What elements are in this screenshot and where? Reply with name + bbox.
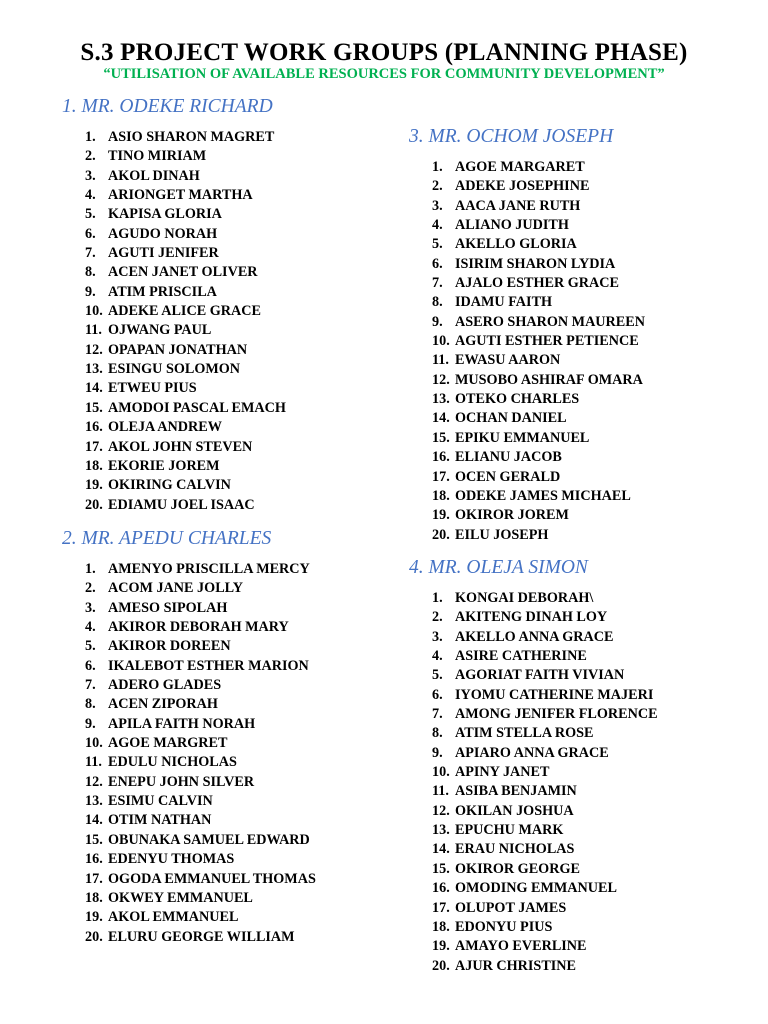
member-number: 3. [432, 628, 443, 645]
list-item [85, 850, 316, 869]
member-number: 8. [432, 294, 443, 311]
member-number: 10. [85, 303, 103, 320]
member-number: 4. [85, 187, 96, 204]
list-item [432, 879, 658, 898]
member-name: ACEN ZIPORAH [108, 696, 218, 713]
member-name: AGUDO NORAH [108, 225, 218, 242]
member-number: 18. [85, 889, 103, 906]
member-number: 11. [432, 783, 449, 800]
member-number: 3. [85, 599, 96, 616]
member-number: 12. [85, 341, 103, 358]
member-name: OCHAN DANIEL [455, 410, 567, 427]
list-item [85, 399, 286, 418]
list-item [432, 371, 645, 390]
list-item [432, 274, 645, 293]
list-item [85, 579, 316, 598]
member-name: ATIM STELLA ROSE [455, 725, 594, 742]
list-item [85, 676, 316, 695]
list-item [432, 468, 645, 487]
member-number: 13. [432, 822, 450, 839]
list-item [85, 225, 286, 244]
member-name: AKOL EMMANUEL [108, 909, 239, 926]
member-name: ATIM PRISCILA [108, 283, 217, 300]
member-number: 17. [85, 438, 103, 455]
page-title: S.3 PROJECT WORK GROUPS (PLANNING PHASE) [80, 38, 688, 66]
list-item [85, 438, 286, 457]
member-number: 14. [432, 410, 450, 427]
list-item [85, 302, 286, 321]
member-number: 16. [432, 449, 450, 466]
member-number: 1. [432, 159, 443, 175]
member-name: ALIANO JUDITH [455, 217, 569, 234]
member-name: KAPISA GLORIA [108, 206, 222, 223]
member-name: AJUR CHRISTINE [455, 957, 577, 974]
member-number: 15. [432, 429, 450, 446]
list-item [432, 860, 658, 879]
member-name: AKIROR DEBORAH MARY [108, 619, 289, 636]
list-item [432, 390, 645, 409]
member-number: 4. [85, 619, 96, 636]
member-number: 13. [432, 391, 450, 408]
list-item [85, 928, 316, 947]
member-name: APIARO ANNA GRACE [455, 744, 609, 761]
list-item [85, 773, 316, 792]
list-item [85, 205, 286, 224]
list-item [432, 293, 645, 312]
member-number: 19. [85, 909, 103, 926]
member-number: 2. [432, 178, 443, 195]
member-name: ESIMU CALVIN [108, 793, 213, 810]
member-name: ARIONGET MARTHA [108, 187, 253, 204]
group-4 [409, 557, 658, 976]
list-item [85, 418, 286, 437]
group-heading: 2. MR. APEDU CHARLES [62, 528, 272, 549]
list-item [85, 496, 286, 515]
list-item [85, 379, 286, 398]
member-number: 16. [432, 880, 450, 897]
member-name: AGOE MARGARET [455, 159, 585, 175]
member-number: 5. [85, 638, 96, 655]
member-number: 12. [432, 371, 450, 388]
list-item [85, 147, 286, 166]
list-item [85, 599, 316, 618]
member-number: 1. [85, 129, 96, 145]
list-item [85, 476, 286, 495]
list-item [432, 937, 658, 956]
member-name: AGUTI ESTHER PETIENCE [455, 333, 639, 350]
member-number: 9. [432, 744, 443, 761]
member-name: OTIM NATHAN [108, 812, 212, 829]
member-number: 11. [85, 322, 102, 339]
list-item [432, 255, 645, 274]
list-item [432, 802, 658, 821]
list-item [85, 341, 286, 360]
list-item [85, 167, 286, 186]
list-item [432, 177, 645, 196]
list-item [85, 657, 316, 676]
list-item [85, 457, 286, 476]
list-item [432, 724, 658, 743]
member-number: 2. [85, 580, 96, 597]
member-name: AMONG JENIFER FLORENCE [455, 706, 658, 723]
member-name: AMODOI PASCAL EMACH [108, 399, 286, 416]
member-name: EDONYU PIUS [455, 918, 553, 935]
member-list [85, 560, 316, 947]
list-item [85, 360, 286, 379]
list-item [432, 158, 645, 177]
list-item [85, 244, 286, 263]
member-name: OLEJA ANDREW [108, 419, 222, 436]
list-item [432, 487, 645, 506]
member-name: AGORIAT FAITH VIVIAN [455, 667, 625, 684]
list-item [432, 332, 645, 351]
member-number: 9. [85, 715, 96, 732]
list-item [85, 186, 286, 205]
list-item [432, 506, 645, 525]
member-number: 6. [85, 225, 96, 242]
group-heading: 1. MR. ODEKE RICHARD [62, 96, 273, 117]
list-item [432, 197, 645, 216]
member-name: IKALEBOT ESTHER MARION [108, 657, 309, 674]
member-number: 2. [85, 148, 96, 165]
member-number: 16. [85, 419, 103, 436]
member-number: 6. [432, 686, 443, 703]
list-item [85, 263, 286, 282]
member-name: ELIANU JACOB [455, 449, 562, 466]
list-item [432, 589, 658, 608]
list-item [432, 744, 658, 763]
member-name: OCEN GERALD [455, 468, 561, 485]
list-item [85, 321, 286, 340]
list-item [432, 647, 658, 666]
list-item [85, 811, 316, 830]
member-name: EWASU AARON [455, 352, 561, 369]
member-list [432, 589, 658, 976]
group-1 [62, 96, 286, 515]
member-name: OKIROR JOREM [455, 507, 569, 524]
member-number: 4. [432, 217, 443, 234]
member-name: ERAU NICHOLAS [455, 841, 575, 858]
member-name: OKIRING CALVIN [108, 477, 231, 494]
list-item [85, 637, 316, 656]
member-number: 20. [85, 928, 103, 945]
member-number: 11. [432, 352, 449, 369]
member-name: EILU JOSEPH [455, 526, 549, 543]
member-name: ETWEU PIUS [108, 380, 197, 397]
member-number: 1. [85, 561, 96, 577]
list-item [432, 686, 658, 705]
member-number: 10. [432, 764, 450, 781]
member-name: ADERO GLADES [108, 677, 222, 694]
member-name: EDULU NICHOLAS [108, 754, 237, 771]
list-item [432, 526, 645, 545]
list-item [85, 618, 316, 637]
member-number: 11. [85, 754, 102, 771]
member-number: 16. [85, 851, 103, 868]
member-name: OPAPAN JONATHAN [108, 341, 248, 358]
list-item [432, 313, 645, 332]
member-number: 19. [432, 507, 450, 524]
list-item [85, 792, 316, 811]
member-name: EPIKU EMMANUEL [455, 429, 590, 446]
member-name: ACEN JANET OLIVER [108, 264, 258, 281]
member-number: 13. [85, 361, 103, 378]
member-number: 2. [432, 609, 443, 626]
member-number: 10. [85, 735, 103, 752]
member-number: 6. [85, 657, 96, 674]
member-number: 15. [85, 831, 103, 848]
member-number: 12. [432, 802, 450, 819]
member-number: 5. [432, 667, 443, 684]
list-item [432, 957, 658, 976]
member-number: 7. [85, 245, 96, 262]
member-name: AKOL DINAH [108, 167, 200, 184]
member-number: 9. [432, 313, 443, 330]
member-number: 4. [432, 648, 443, 665]
list-item [432, 216, 645, 235]
member-name: KONGAI DEBORAH\ [455, 590, 594, 606]
member-number: 20. [432, 957, 450, 974]
member-name: AKOL JOHN STEVEN [108, 438, 253, 455]
member-name: OKWEY EMMANUEL [108, 889, 253, 906]
member-number: 17. [432, 899, 450, 916]
list-item [85, 283, 286, 302]
member-name: AGOE MARGRET [108, 735, 228, 752]
member-number: 20. [432, 526, 450, 543]
list-item [432, 840, 658, 859]
member-name: MUSOBO ASHIRAF OMARA [455, 371, 643, 388]
member-number: 17. [85, 870, 103, 887]
member-number: 14. [85, 380, 103, 397]
member-name: AGUTI JENIFER [108, 245, 219, 262]
list-item [432, 899, 658, 918]
group-heading: 4. MR. OLEJA SIMON [409, 557, 588, 578]
member-list [432, 158, 645, 545]
member-number: 18. [85, 457, 103, 474]
member-name: OMODING EMMANUEL [455, 880, 617, 897]
list-item [85, 560, 316, 579]
member-name: TINO MIRIAM [108, 148, 207, 165]
list-item [432, 235, 645, 254]
list-item [432, 429, 645, 448]
member-name: AKIROR DOREEN [108, 638, 231, 655]
member-number: 13. [85, 793, 103, 810]
page-subtitle: “UTILISATION OF AVAILABLE RESOURCES FOR COMMUNITY DEVELOPMENT” [103, 66, 665, 82]
member-number: 19. [85, 477, 103, 494]
member-name: ASIRE CATHERINE [455, 648, 587, 665]
member-number: 8. [432, 725, 443, 742]
member-name: ISIRIM SHARON LYDIA [455, 255, 616, 272]
member-name: AKITENG DINAH LOY [455, 609, 608, 626]
member-number: 1. [432, 590, 443, 606]
list-item [85, 695, 316, 714]
member-number: 7. [432, 706, 443, 723]
member-name: ODEKE JAMES MICHAEL [455, 487, 631, 504]
member-name: APILA FAITH NORAH [108, 715, 256, 732]
member-number: 18. [432, 487, 450, 504]
member-name: OKIROR GEORGE [455, 860, 580, 877]
group-heading: 3. MR. OCHOM JOSEPH [409, 126, 614, 147]
list-item [432, 705, 658, 724]
list-item [432, 409, 645, 428]
list-item [432, 763, 658, 782]
member-name: ASIBA BENJAMIN [455, 783, 577, 800]
member-name: IDAMU FAITH [455, 294, 553, 311]
member-number: 5. [85, 206, 96, 223]
list-item [432, 608, 658, 627]
member-name: OLUPOT JAMES [455, 899, 567, 916]
member-name: AACA JANE RUTH [455, 197, 581, 214]
list-item [432, 351, 645, 370]
member-name: OJWANG PAUL [108, 322, 212, 339]
member-list [85, 128, 286, 515]
member-name: AMESO SIPOLAH [108, 599, 228, 616]
member-name: AMENYO PRISCILLA MERCY [108, 561, 310, 577]
list-item [85, 908, 316, 927]
member-name: EDENYU THOMAS [108, 851, 235, 868]
list-item [432, 918, 658, 937]
member-name: ESINGU SOLOMON [108, 361, 241, 378]
list-item [85, 889, 316, 908]
list-item [432, 666, 658, 685]
list-item [85, 831, 316, 850]
member-name: ELURU GEORGE WILLIAM [108, 928, 295, 945]
list-item [432, 782, 658, 801]
list-item [85, 870, 316, 889]
list-item [432, 448, 645, 467]
member-number: 7. [432, 275, 443, 292]
member-number: 18. [432, 918, 450, 935]
member-number: 5. [432, 236, 443, 253]
member-name: APINY JANET [455, 764, 550, 781]
member-number: 14. [432, 841, 450, 858]
member-number: 6. [432, 255, 443, 272]
list-item [432, 628, 658, 647]
member-name: OBUNAKA SAMUEL EDWARD [108, 831, 310, 848]
member-number: 15. [432, 860, 450, 877]
list-item [85, 128, 286, 147]
group-2 [62, 528, 316, 947]
member-number: 9. [85, 283, 96, 300]
member-number: 19. [432, 938, 450, 955]
member-number: 17. [432, 468, 450, 485]
member-name: ACOM JANE JOLLY [108, 580, 244, 597]
member-name: AJALO ESTHER GRACE [455, 275, 619, 292]
member-name: OKILAN JOSHUA [455, 802, 574, 819]
member-name: OGODA EMMANUEL THOMAS [108, 870, 316, 887]
member-number: 12. [85, 773, 103, 790]
member-number: 7. [85, 677, 96, 694]
member-number: 20. [85, 496, 103, 513]
member-name: ASERO SHARON MAUREEN [455, 313, 645, 330]
group-3 [409, 126, 645, 545]
member-name: IYOMU CATHERINE MAJERI [455, 686, 654, 703]
member-name: ADEKE JOSEPHINE [455, 178, 590, 195]
member-name: AKELLO ANNA GRACE [455, 628, 614, 645]
member-name: EKORIE JOREM [108, 457, 220, 474]
member-name: AKELLO GLORIA [455, 236, 577, 253]
member-name: ADEKE ALICE GRACE [108, 303, 261, 320]
member-number: 3. [432, 197, 443, 214]
member-name: EPUCHU MARK [455, 822, 564, 839]
list-item [432, 821, 658, 840]
member-number: 8. [85, 696, 96, 713]
member-number: 14. [85, 812, 103, 829]
list-item [85, 715, 316, 734]
member-number: 10. [432, 333, 450, 350]
member-number: 15. [85, 399, 103, 416]
list-item [85, 734, 316, 753]
member-number: 3. [85, 167, 96, 184]
member-name: OTEKO CHARLES [455, 391, 580, 408]
member-number: 8. [85, 264, 96, 281]
member-name: EDIAMU JOEL ISAAC [108, 496, 255, 513]
member-name: AMAYO EVERLINE [455, 938, 587, 955]
member-name: ENEPU JOHN SILVER [108, 773, 255, 790]
list-item [85, 753, 316, 772]
member-name: ASIO SHARON MAGRET [108, 129, 275, 145]
